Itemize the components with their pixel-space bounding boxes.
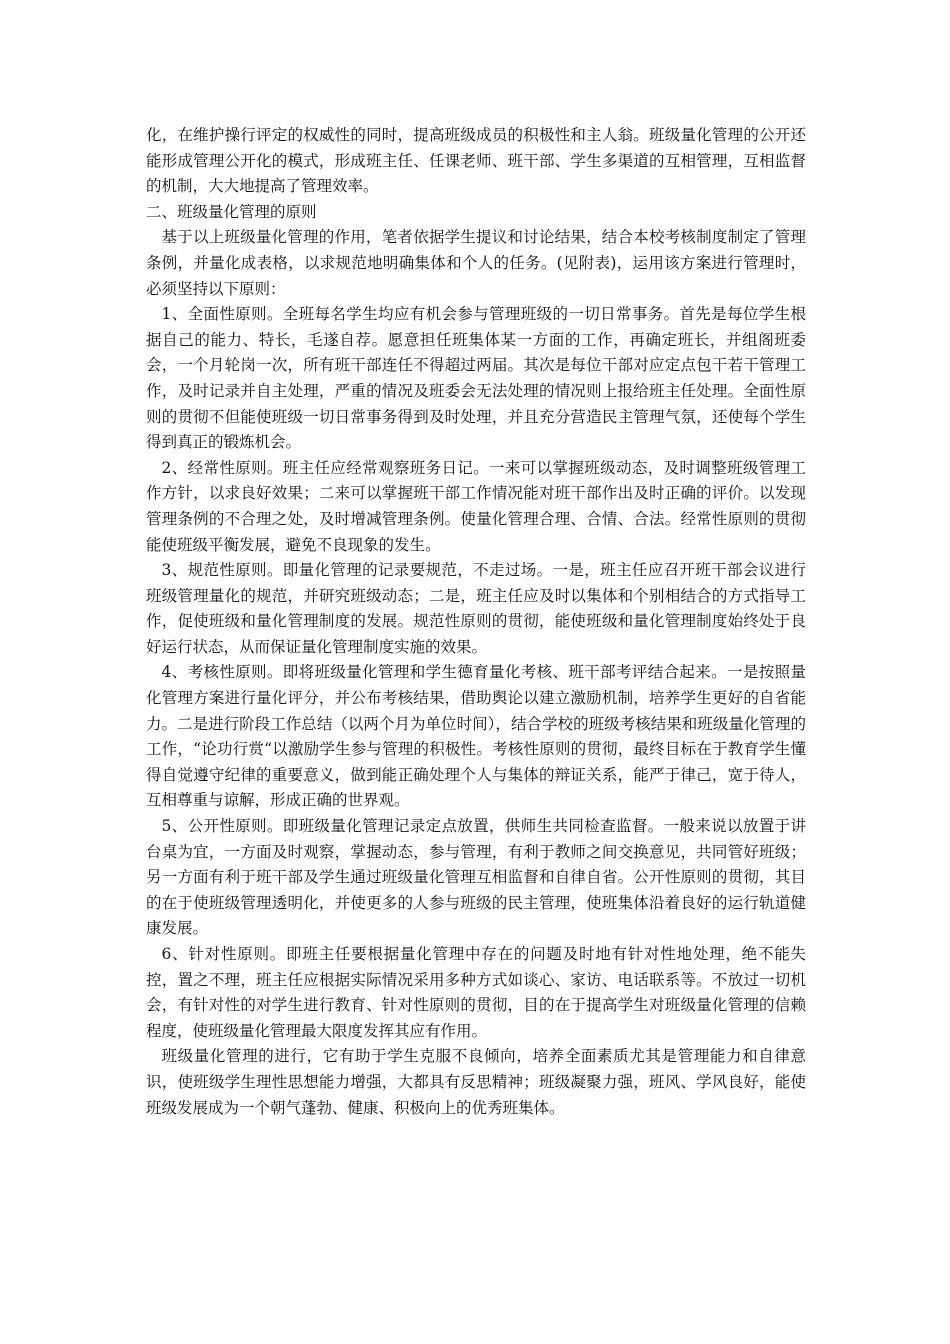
intro-continuation-paragraph: 化，在维护操行评定的权威性的同时，提高班级成员的积极性和主人翁。班级量化管理的公开还能形成管理公开化的模式，形成班主任、任课老师、班干部、学生多渠道的互相管理，互相监督的机制，大大地提高了管理效率。 — [146, 126, 806, 196]
principle-paragraph-4: 4、考核性原则。即将班级量化管理和学生德育量化考核、班干部考评结合起来。一是按照量化管理方案进行量化评分，并公布考核结果，借助舆论以建立激励机制，培养学生更好的自省能力。二是进行阶段工作总结（以两个月为单位时间），结合学校的班级考核结果和班级量化管理的工作，“论功行赏“以激励学生参与管理的积极性。考核性原则的贯彻，最终目标在于教育学生懂得自觉遵守纪律的重要意义，做到能正确处理个人与集体的辩证关系，能严于律己，宽于待人，互相尊重与谅解，形成正确的世界观。 — [146, 663, 806, 810]
principle-paragraph-6: 6、针对性原则。即班主任要根据量化管理中存在的问题及时地有针对性地处理，绝不能失控，置之不理，班主任应根据实际情况采用多种方式如谈心、家访、电话联系等。不放过一切机会，有针对性的对学生进行教育、针对性原则的贯彻，目的在于提高学生对班级量化管理的信赖程度，使班级量化管理最大限度发挥其应有作用。 — [146, 945, 806, 1040]
principle-paragraph-5: 5、公开性原则。即班级量化管理记录定点放置，供师生共同检查监督。一般来说以放置于讲台桌为宜，一方面及时观察，掌握动态，参与管理，有利于教师之间交换意见，共同管好班级；另一方面有利于班干部及学生通过班级量化管理互相监督和自律自省。公开性原则的贯彻，其目的在于使班级管理透明化，并使更多的人参与班级的民主管理，使班集体沿着良好的运行轨道健康发展。 — [146, 817, 806, 938]
document-page — [146, 123, 806, 1121]
section-heading: 二、班级量化管理的原则 — [146, 202, 317, 221]
principle-paragraph-2: 2、经常性原则。班主任应经常观察班务日记。一来可以掌握班级动态，及时调整班级管理工作方针，以求良好效果；二来可以掌握班干部工作情况能对班干部作出及时正确的评价。以发现管理条例的不合理之处，及时增减管理条例。使量化管理合理、合情、合法。经常性原则的贯彻能使班级平衡发展，避免不良现象的发生。 — [146, 458, 806, 554]
conclusion-paragraph: 班级量化管理的进行，它有助于学生克服不良倾向，培养全面素质尤其是管理能力和自律意识，使班级学生理性思想能力增强，大都具有反思精神；班级凝聚力强，班风、学风良好，能使班级发展成为一个朝气蓬勃、健康、积极向上的优秀班集体。 — [146, 1047, 806, 1117]
principle-paragraph-3: 3、规范性原则。即量化管理的记录要规范，不走过场。一是，班主任应召开班干部会议进行班级管理量化的规范，并研究班级动态；二是，班主任应及时以集体和个别相结合的方式指导工作，促使班级和量化管理制度的发展。规范性原则的贯彻，能使班级和量化管理制度始终处于良好运行状态，从而保证量化管理制度实施的效果。 — [146, 561, 806, 656]
principle-paragraph-1: 1、全面性原则。全班每名学生均应有机会参与管理班级的一切日常事务。首先是每位学生根据自己的能力、特长，毛遂自荐。愿意担任班集体某一方面的工作，再确定班长，并组阁班委会，一个月轮岗一次，所有班干部连任不得超过两届。其次是每位干部对应定点包干若干管理工作，及时记录并自主处理，严重的情况及班委会无法处理的情况则上报给班主任处理。全面性原则的贯彻不但能使班级一切日常事务得到及时处理，并且充分营造民主管理气氛，还使每个学生得到真正的锻炼机会。 — [146, 305, 806, 452]
section-intro-paragraph: 基于以上班级量化管理的作用，笔者依据学生提议和讨论结果，结合本校考核制度制定了管理条例，并量化成表格，以求规范地明确集体和个人的任务。(见附表)，运用该方案进行管理时，必须坚持以下原则： — [146, 228, 806, 298]
